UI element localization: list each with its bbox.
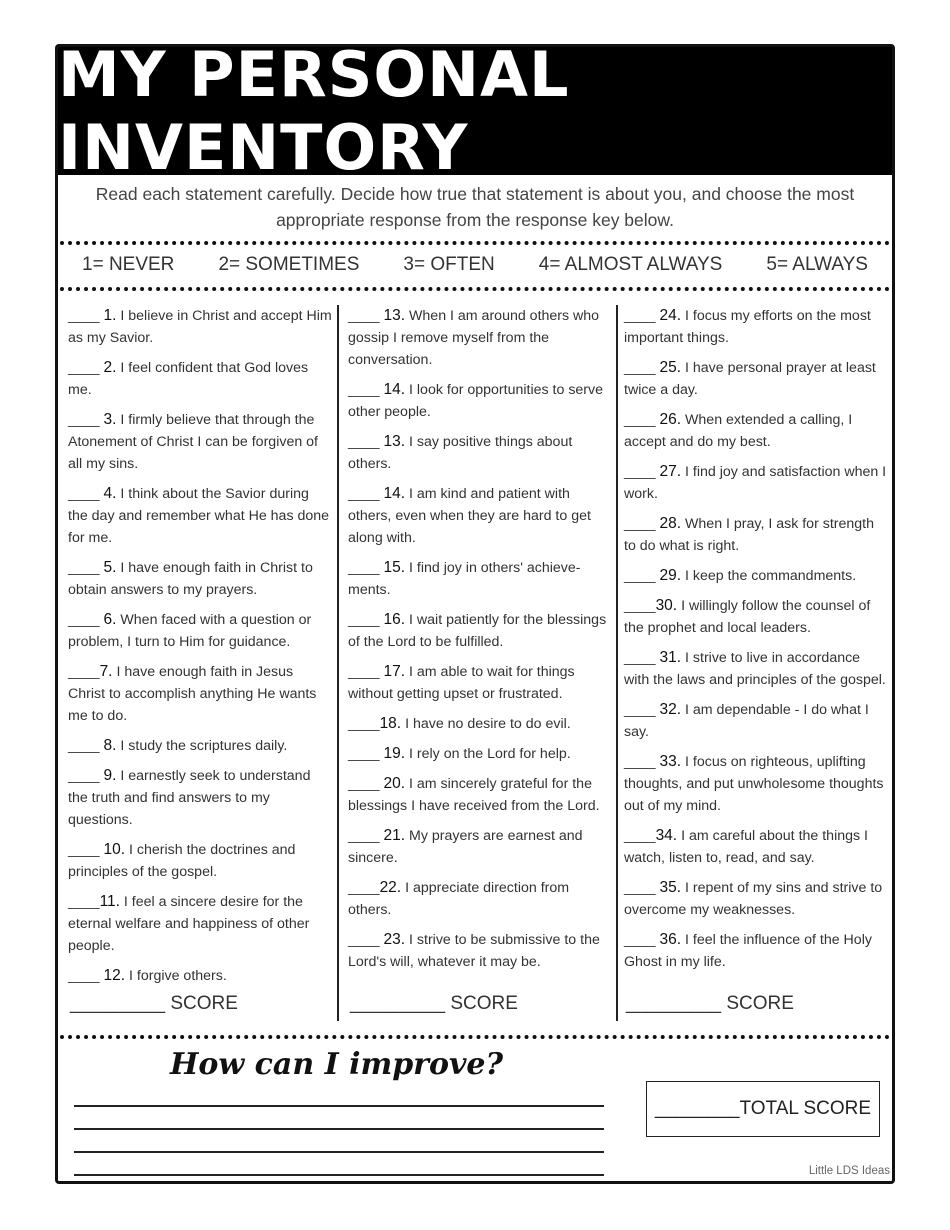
dotted-divider xyxy=(60,1035,890,1039)
statement-item xyxy=(68,661,332,727)
statement-text: I feel a sincere desire for the eternal welfare and happiness of other people. xyxy=(68,894,310,954)
statement-item xyxy=(348,305,612,371)
total-score-box xyxy=(646,1081,880,1137)
answer-blank: ____ xyxy=(348,382,384,398)
statement-number: 5. xyxy=(103,559,117,576)
statement-item xyxy=(624,825,888,869)
statement-text: I am sincerely grateful for the blessings I have received from the Lord. xyxy=(348,776,600,814)
statement-text: I repent of my sins and strive to overcome my weaknesses. xyxy=(624,880,883,918)
statement-item xyxy=(348,825,612,869)
dotted-divider xyxy=(60,241,890,245)
answer-blank: ____ xyxy=(68,486,104,502)
writing-line xyxy=(74,1105,604,1107)
statement-number: 35. xyxy=(659,879,682,896)
statement-item xyxy=(624,929,888,973)
statement-item xyxy=(68,839,332,883)
statement-number: 8. xyxy=(103,737,117,754)
answer-blank: ____ xyxy=(68,894,100,910)
statement-item xyxy=(348,609,612,653)
statement-item xyxy=(624,409,888,453)
statement-number: 21. xyxy=(383,827,406,844)
title-banner xyxy=(58,38,892,184)
statement-text: I am careful about the things I watch, listen to, read, and say. xyxy=(624,828,868,866)
statement-item xyxy=(68,965,332,987)
statement-number: 30. xyxy=(655,597,678,614)
statement-text: I strive to be submissive to the Lord's will, whatever it may be. xyxy=(348,932,600,970)
statement-item xyxy=(68,765,332,831)
statement-item xyxy=(68,609,332,653)
statement-number: 6. xyxy=(103,611,117,628)
score-column-1: _________ SCORE xyxy=(70,993,238,1014)
statement-text: When I am around others who gossip I remove myself from the conversation. xyxy=(348,308,600,368)
statement-column-2 xyxy=(348,305,612,981)
statement-number: 16. xyxy=(383,611,406,628)
statement-number: 20. xyxy=(383,775,406,792)
statement-item xyxy=(348,661,612,705)
statement-number: 26. xyxy=(659,411,682,428)
response-key-4: 4= ALMOST ALWAYS xyxy=(538,254,723,275)
statement-number: 31. xyxy=(659,649,682,666)
statement-number: 11. xyxy=(99,893,120,910)
statement-text: I firmly believe that through the Atonement of Christ I can be forgiven of all my sins. xyxy=(68,412,318,472)
response-key-3: 3= OFTEN xyxy=(403,254,495,275)
statement-text: I find joy and satisfaction when I work. xyxy=(624,464,887,502)
credit-text: Little LDS Ideas xyxy=(808,1165,890,1177)
statement-item xyxy=(624,461,888,505)
statement-number: 9. xyxy=(103,767,117,784)
answer-blank: ____ xyxy=(624,702,660,718)
answer-blank: ____ xyxy=(68,560,104,576)
statement-text: I say positive things about others. xyxy=(348,434,573,472)
answer-blank: ____ xyxy=(624,516,660,532)
answer-blank: ____ xyxy=(624,828,656,844)
statement-text: I keep the commandments. xyxy=(681,568,857,584)
statement-item xyxy=(68,409,332,475)
answer-blank: ____ xyxy=(348,776,384,792)
statement-item xyxy=(348,379,612,423)
statement-text: I focus my efforts on the most important things. xyxy=(624,308,871,346)
statement-number: 13. xyxy=(383,307,406,324)
answer-blank: ____ xyxy=(348,612,384,628)
statement-number: 33. xyxy=(659,753,682,770)
statement-text: I am able to wait for things without getting upset or frustrated. xyxy=(348,664,575,702)
answer-blank: ____ xyxy=(348,880,380,896)
statement-number: 23. xyxy=(383,931,406,948)
statement-text: I willingly follow the counsel of the prophet and local leaders. xyxy=(624,598,871,636)
statement-number: 19. xyxy=(383,745,406,762)
statement-item xyxy=(68,735,332,757)
statement-text: I feel confident that God loves me. xyxy=(68,360,309,398)
statement-item xyxy=(624,595,888,639)
statement-number: 3. xyxy=(103,411,117,428)
statement-item xyxy=(68,891,332,957)
statement-text: When extended a calling, I accept and do my best. xyxy=(624,412,853,450)
response-key-2: 2= SOMETIMES xyxy=(218,254,360,275)
statement-text: I have personal prayer at least twice a day. xyxy=(624,360,876,398)
answer-blank: ____ xyxy=(624,568,660,584)
answer-blank: ____ xyxy=(68,768,104,784)
answer-blank: ____ xyxy=(68,842,104,858)
statement-number: 10. xyxy=(103,841,126,858)
statement-text: I am kind and patient with others, even when they are hard to get along with. xyxy=(348,486,591,546)
statement-number: 1. xyxy=(103,307,117,324)
statement-number: 12. xyxy=(103,967,126,984)
response-key-1: 1= NEVER xyxy=(82,254,175,275)
answer-blank: ____ xyxy=(348,486,384,502)
statement-text: I have enough faith in Jesus Christ to accomplish anything He wants me to do. xyxy=(68,664,317,724)
statement-text: I think about the Savior during the day and remember what He has done for me. xyxy=(68,486,330,546)
score-column-2: _________ SCORE xyxy=(350,993,518,1014)
answer-blank: ____ xyxy=(68,360,104,376)
statement-column-1 xyxy=(68,305,332,995)
response-key-5: 5= ALWAYS xyxy=(766,254,868,275)
statement-item xyxy=(624,751,888,817)
statement-number: 29. xyxy=(659,567,682,584)
statement-number: 27. xyxy=(659,463,682,480)
statement-text: I forgive others. xyxy=(125,968,227,984)
statement-item xyxy=(624,565,888,587)
statement-item xyxy=(348,743,612,765)
answer-blank: ____ xyxy=(624,932,660,948)
statement-number: 14. xyxy=(383,381,406,398)
statement-text: I rely on the Lord for help. xyxy=(405,746,571,762)
statement-item xyxy=(348,557,612,601)
statement-number: 28. xyxy=(659,515,682,532)
statement-number: 4. xyxy=(103,485,117,502)
statement-text: When faced with a question or problem, I turn to Him for guidance. xyxy=(68,612,312,650)
statement-number: 32. xyxy=(659,701,682,718)
statement-number: 25. xyxy=(659,359,682,376)
instructions-text: Read each statement carefully. Decide how true that statement is about you, and choose the most appropriate response from the response key below. xyxy=(95,184,855,230)
statement-item xyxy=(68,305,332,349)
answer-blank: ____ xyxy=(624,650,660,666)
statement-text: I strive to live in accordance with the laws and principles of the gospel. xyxy=(624,650,886,688)
answer-blank: ____ xyxy=(348,664,384,680)
answer-blank: ____ xyxy=(348,560,384,576)
statement-text: I look for opportunities to serve other people. xyxy=(348,382,604,420)
statement-text: I have enough faith in Christ to obtain answers to my prayers. xyxy=(68,560,313,598)
statement-number: 22. xyxy=(379,879,402,896)
answer-blank: ____ xyxy=(624,880,660,896)
answer-blank: ____ xyxy=(624,464,660,480)
statement-number: 7. xyxy=(99,663,113,680)
answer-blank: ____ xyxy=(624,308,660,324)
answer-blank: ____ xyxy=(348,434,384,450)
statement-number: 15. xyxy=(383,559,406,576)
statement-item xyxy=(624,647,888,691)
statement-text: I study the scriptures daily. xyxy=(116,738,288,754)
answer-blank: ____ xyxy=(348,308,384,324)
statement-item xyxy=(348,877,612,921)
statement-item xyxy=(624,357,888,401)
answer-blank: ____ xyxy=(624,360,660,376)
statement-number: 14. xyxy=(383,485,406,502)
statement-item xyxy=(348,929,612,973)
answer-blank: ____ xyxy=(348,716,380,732)
statement-item xyxy=(68,557,332,601)
statement-item xyxy=(348,483,612,549)
statement-text: I appreciate direction from others. xyxy=(348,880,570,918)
statement-item xyxy=(68,357,332,401)
statement-item xyxy=(624,305,888,349)
statement-text: When I pray, I ask for strength to do what is right. xyxy=(624,516,875,554)
statement-item xyxy=(348,431,612,475)
statement-text: My prayers are earnest and sincere. xyxy=(348,828,583,866)
answer-blank: ____ xyxy=(624,754,660,770)
improve-heading: How can I improve? xyxy=(170,1047,504,1082)
answer-blank: ____ xyxy=(624,598,656,614)
answer-blank: ____ xyxy=(348,746,384,762)
statement-number: 24. xyxy=(659,307,682,324)
answer-blank: ____ xyxy=(68,738,104,754)
statement-text: I focus on righteous, uplifting thoughts, and put unwholesome thoughts out of my mind. xyxy=(624,754,884,814)
statement-item xyxy=(624,513,888,557)
score-column-3: _________ SCORE xyxy=(626,993,794,1014)
statement-item xyxy=(68,483,332,549)
writing-line xyxy=(74,1174,604,1176)
answer-blank: ____ xyxy=(348,828,384,844)
answer-blank: ____ xyxy=(68,612,104,628)
answer-blank: ____ xyxy=(68,968,104,984)
page-title: MY PERSONAL INVENTORY xyxy=(58,38,570,184)
statement-item xyxy=(348,713,612,735)
statement-number: 18. xyxy=(379,715,402,732)
statement-number: 36. xyxy=(659,931,682,948)
statement-text: I am dependable - I do what I say. xyxy=(624,702,869,740)
statement-number: 2. xyxy=(103,359,117,376)
statement-text: I believe in Christ and accept Him as my Savior. xyxy=(68,308,332,346)
answer-blank: ____ xyxy=(624,412,660,428)
statement-number: 13. xyxy=(383,433,406,450)
column-divider xyxy=(616,305,618,1021)
statement-text: I find joy in others' achieve-ments. xyxy=(348,560,581,598)
statement-text: I have no desire to do evil. xyxy=(401,716,571,732)
statement-item xyxy=(624,699,888,743)
response-key xyxy=(68,254,882,276)
statement-text: I earnestly seek to understand the truth and find answers to my questions. xyxy=(68,768,311,828)
statement-text: I cherish the doctrines and principles of the gospel. xyxy=(68,842,296,880)
statement-number: 17. xyxy=(383,663,406,680)
answer-blank: ____ xyxy=(68,308,104,324)
statement-item xyxy=(624,877,888,921)
statement-number: 34. xyxy=(655,827,678,844)
column-divider xyxy=(337,305,339,1021)
statement-item xyxy=(348,773,612,817)
writing-line xyxy=(74,1128,604,1130)
worksheet-frame xyxy=(55,38,895,1184)
statement-text: I feel the influence of the Holy Ghost in my life. xyxy=(624,932,872,970)
dotted-divider xyxy=(60,287,890,291)
total-score-label: ________TOTAL SCORE xyxy=(654,1098,872,1119)
answer-blank: ____ xyxy=(68,412,104,428)
writing-line xyxy=(74,1151,604,1153)
answer-blank: ____ xyxy=(68,664,100,680)
statement-column-3 xyxy=(624,305,888,981)
statement-text: I wait patiently for the blessings of the Lord to be fulfilled. xyxy=(348,612,607,650)
answer-blank: ____ xyxy=(348,932,384,948)
